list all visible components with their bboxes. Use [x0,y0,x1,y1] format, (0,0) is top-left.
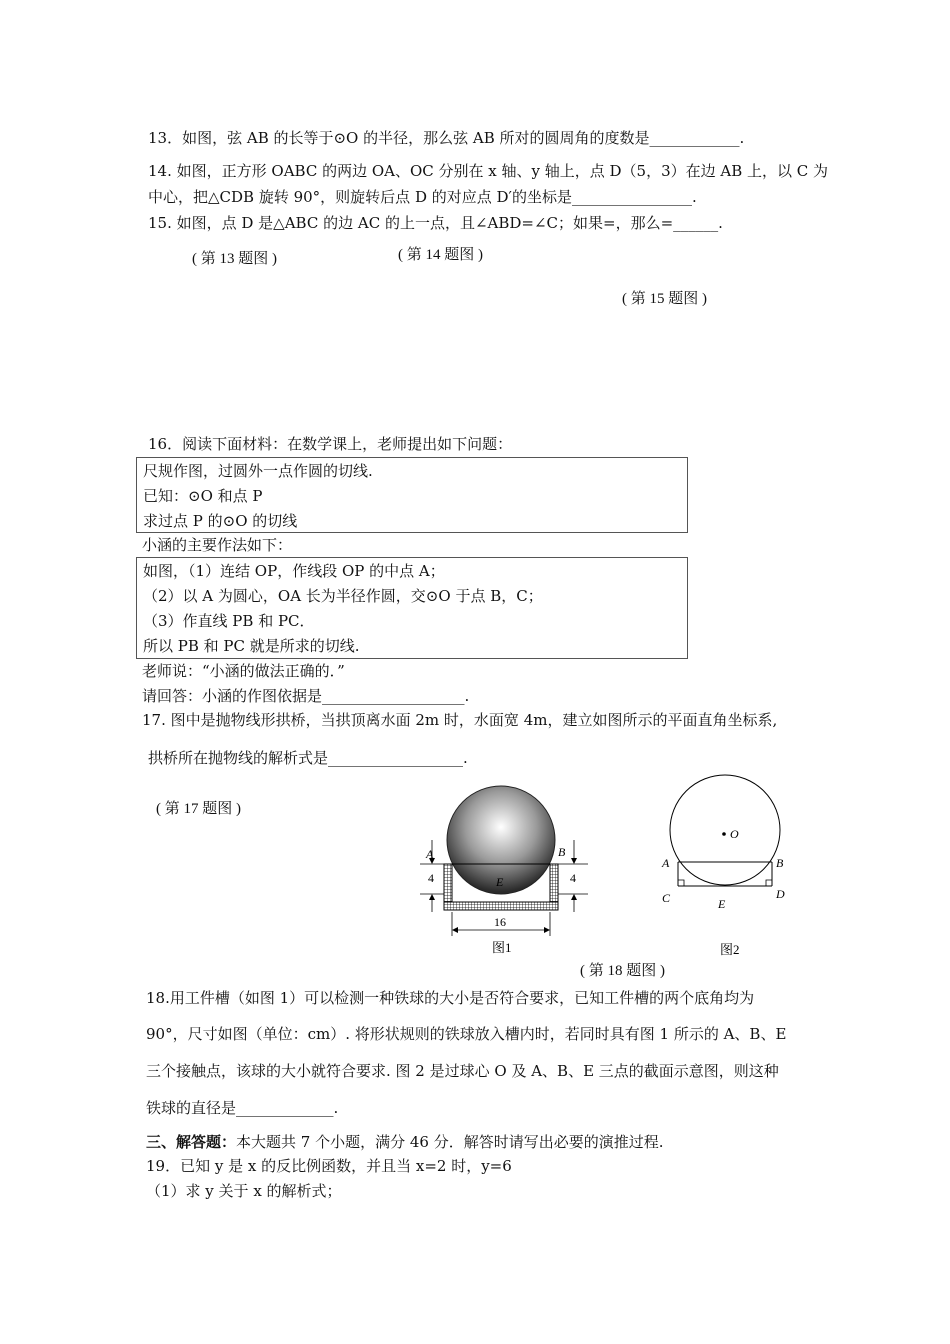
label-a: A [426,847,434,861]
groove-bottom [444,902,558,910]
label-a: A [662,856,670,870]
section-3-title: 三、解答题： [146,1133,237,1151]
question-19-part1: （1）求 y 关于 x 的解析式； [146,1182,342,1200]
dim-left: 4 [428,871,434,885]
problem-line: 已知：⊙O 和点 P [143,487,263,505]
section-3-text: 本大题共 7 个小题，满分 46 分．解答时请写出必要的演推过程. [236,1133,664,1151]
question-14-line1: 14. 如图，正方形 OABC 的两边 OA、OC 分别在 x 轴、y 轴上，点 D（5，3）在边 AB 上，以 C 为 [148,162,829,180]
dim-bottom: 16 [494,915,506,929]
question-13: 13．如图，弦 AB 的长等于⊙O 的半径，那么弦 AB 所对的圆周角的度数是____________. [148,129,745,147]
figure-1-groove [420,778,600,958]
question-18-line4: 铁球的直径是_____________. [146,1099,339,1117]
problem-box [136,457,688,533]
caption-fig13: ( 第 13 题图 ) [192,251,277,267]
question-15: 15. 如图，点 D 是△ABC 的边 AC 的上一点，且∠ABD=∠C；如果=，那么=______. [148,214,723,232]
question-17-line2: 拱桥所在抛物线的解析式是__________________. [148,749,468,767]
label-d: D [776,887,785,901]
label-c: C [662,891,671,905]
method-line: 如图，（1）连结 OP，作线段 OP 的中点 A； [143,562,445,580]
caption-fig14: ( 第 14 题图 ) [398,247,483,263]
question-16-intro: 16．阅读下面材料：在数学课上，老师提出如下问题： [148,435,513,453]
question-16-method: 小涵的主要作法如下： [142,536,293,554]
method-box [136,557,688,659]
caption-fig18: ( 第 18 题图 ) [580,963,665,979]
question-17-line1: 17. 图中是抛物线形拱桥，当拱顶离水面 2m 时，水面宽 4m，建立如图所示的平面直角坐标系, [142,711,778,729]
question-19: 19．已知 y 是 x 的反比例函数，并且当 x=2 时，y=6 [146,1157,512,1175]
caption-fig17: ( 第 17 题图 ) [156,801,241,817]
label-e: E [718,897,726,911]
figure-2-caption: 图2 [720,942,740,957]
figure-2-section [650,772,800,962]
question-18-line1: 18.用工件槽（如图 1）可以检测一种铁球的大小是否符合要求，已知工件槽的两个底角均为 [146,989,755,1007]
center-point-o [722,832,726,836]
circle-o [670,775,780,885]
question-18-line3: 三个接触点，该球的大小就符合要求. 图 2 是过球心 O 及 A、B、E 三点的截面示意图，则这种 [146,1062,779,1080]
label-b: B [776,856,784,870]
problem-line: 尺规作图，过圆外一点作圆的切线. [143,462,373,480]
question-16-answer: 请回答：小涵的作图依据是___________________. [142,687,470,705]
dim-right: 4 [570,871,576,885]
label-b: B [558,845,566,859]
label-e: E [496,875,504,889]
question-14-line2: 中心，把△CDB 旋转 90°，则旋转后点 D 的对应点 D′的坐标是________________. [148,188,697,206]
label-o: O [730,827,739,841]
question-18-line2: 90°，尺寸如图（单位：cm）. 将形状规则的铁球放入槽内时，若同时具有图 1 所示的 A、B、E [146,1025,787,1043]
problem-line: 求过点 P 的⊙O 的切线 [143,512,298,530]
question-16-teacher: 老师说：“小涵的做法正确的．” [142,662,345,680]
figure-1-caption: 图1 [492,940,512,955]
method-line: （2）以 A 为圆心，OA 长为半径作圆，交⊙O 于点 B，C； [143,587,543,605]
caption-fig15: ( 第 15 题图 ) [622,291,707,307]
section-3-heading [146,1132,664,1152]
method-line: （3）作直线 PB 和 PC． [143,612,315,630]
method-line: 所以 PB 和 PC 就是所求的切线. [143,637,360,655]
